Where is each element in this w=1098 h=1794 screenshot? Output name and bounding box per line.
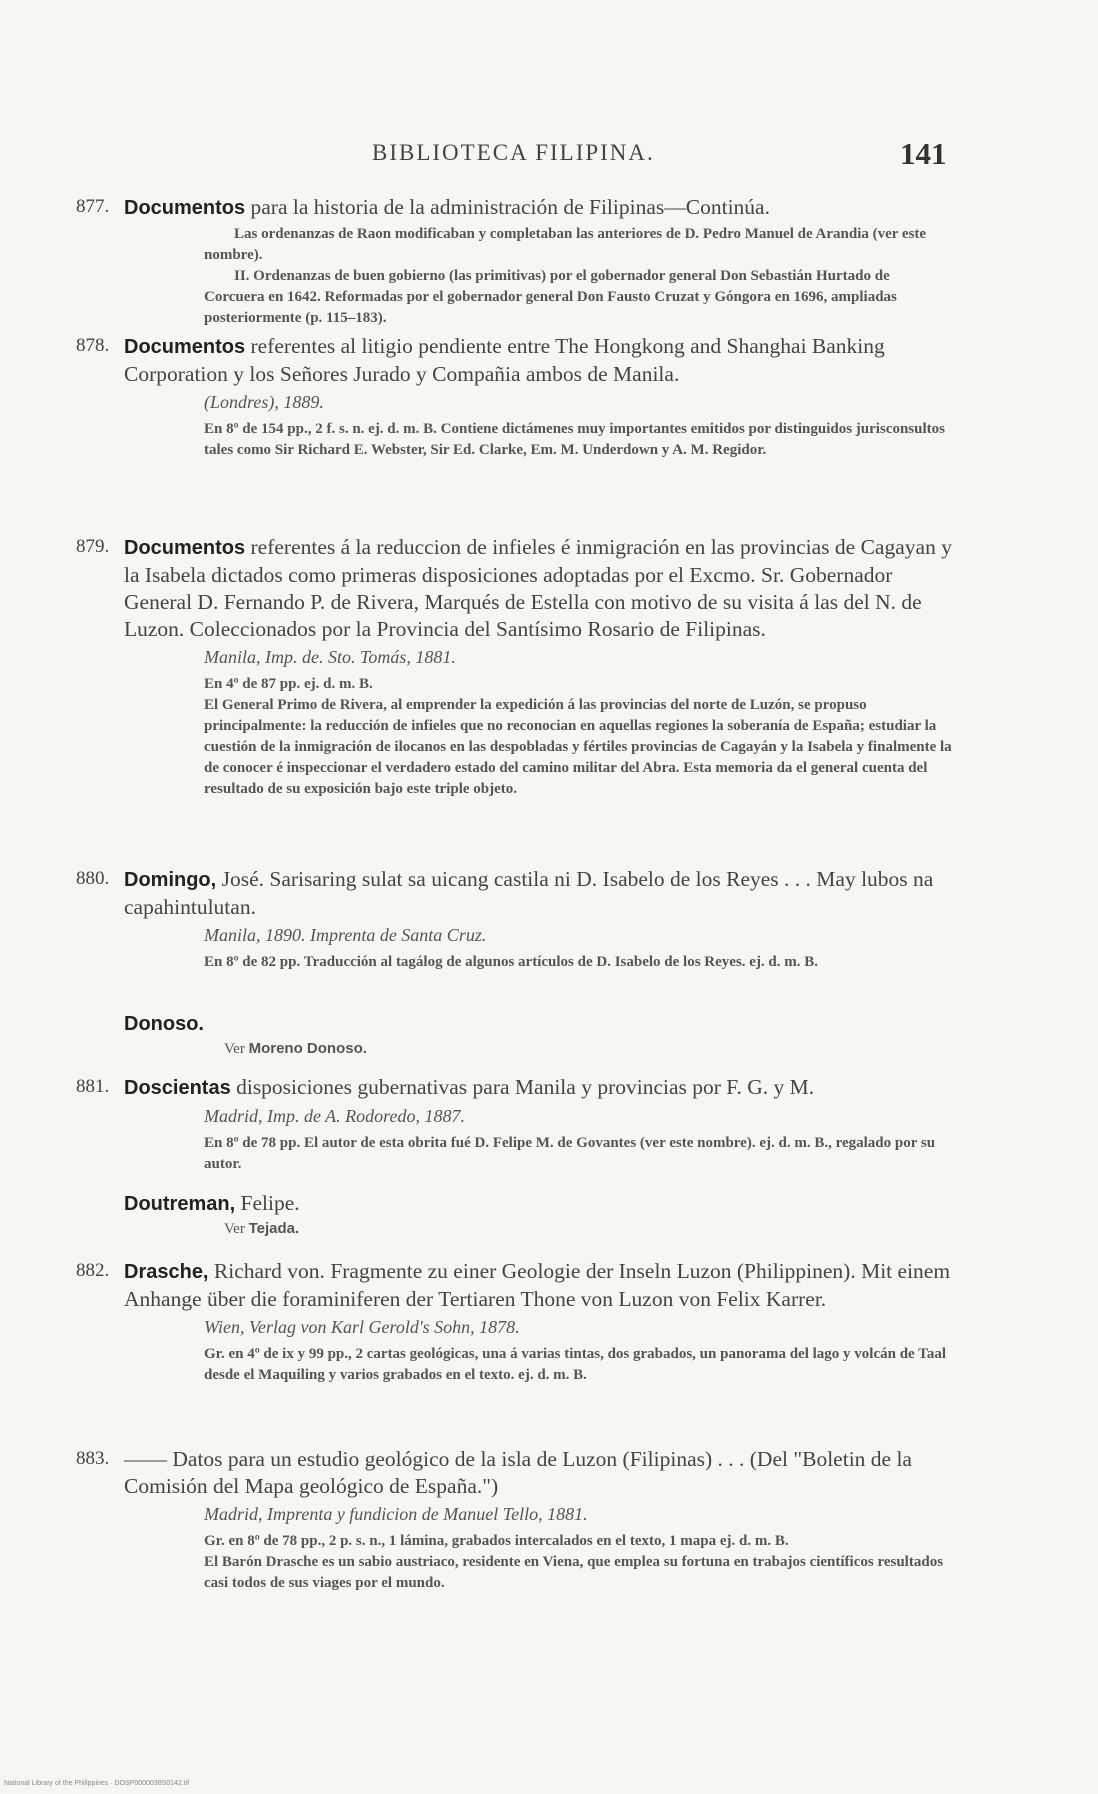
entry-title (124, 1258, 954, 1313)
entry-number: 882. (76, 1260, 110, 1281)
entry-note: El General Primo de Rivera, al emprender la expedición á las provincias del norte de Luzón, se propuso principalmente: la reducción de infieles que no reconocian en aquellas regiones la soberanía de España; estudiar la cuestión de la inmigración de ilocanos en las despobladas y fértiles provincias de Cagayán y la Isabela y finalmente la de conocer é inspeccionar el verdadero estado del camino militar del Abra. Esta memoria da el general cuenta del resultado de su exposición bajo este triple objeto. (204, 697, 952, 797)
entry-head: Doscientas (124, 1077, 231, 1099)
entry-imprint: Madrid, Imp. de A. Rodoredo, 1887. (204, 1106, 465, 1126)
entry-head: Drasche, (124, 1261, 209, 1283)
entry-first-name: Richard von. (213, 1259, 325, 1283)
entry-head: Documentos (124, 336, 246, 358)
see-label: Ver (224, 1041, 245, 1057)
entry-note: El Barón Drasche es un sabio austriaco, residente en Viena, que emplea su fortuna en trabajos científicos resultados casi todos de sus viages por el mundo. (204, 1554, 944, 1591)
entry-title (124, 1010, 954, 1038)
entry-imprint: Manila, Imp. de. Sto. Tomás, 1881. (204, 647, 456, 667)
entry-imprint: Wien, Verlag von Karl Gerold's Sohn, 1878. (204, 1317, 520, 1337)
entry-title-text: Sarisaring sulat sa uicang castila ni D. Isabelo de los Reyes . . . May lubos na capahintulutan. (124, 867, 934, 919)
entry-note: II. Ordenanzas de buen gobierno (las primitivas) por el gobernador general Don Sebastián Hurtado de Corcuera en 1642. Reformadas por el gobernador general Don Fausto Cruzat y Góngora en 1696, ampliadas posteriormente (p. 115–183). (204, 268, 897, 326)
entry-title (124, 194, 954, 222)
entry-number: 878. (76, 335, 110, 356)
entry-title-text: disposiciones gubernativas para Manila y provincias por F. G. y M. (236, 1075, 815, 1099)
entry-877 (76, 194, 954, 329)
entry-title-text: Datos para un estudio geológico de la isla de Luzon (Filipinas) . . . (Del "Boletin de la Comisión del Mapa geológico de España.") (124, 1447, 912, 1498)
entry-879 (76, 534, 954, 800)
entry-880 (76, 866, 954, 973)
page-number: 141 (900, 136, 947, 171)
cross-ref-doutreman (124, 1190, 954, 1238)
entry-number: 880. (76, 868, 110, 889)
entry-note: Las ordenanzas de Raon modificaban y completaban las anteriores de D. Pedro Manuel de Arandia (ver este nombre). (204, 226, 927, 263)
entry-head: Doutreman, (124, 1193, 236, 1215)
entry-dash: —— (124, 1447, 167, 1471)
entry-note: En 8º de 82 pp. Traducción al tagálog de algunos artículos de D. Isabelo de los Reyes. ej. d. m. B. (204, 954, 819, 970)
entry-title (124, 1446, 954, 1500)
entry-title (124, 333, 954, 388)
entry-note: En 8º de 78 pp. El autor de esta obrita fué D. Felipe M. de Govantes (ver este nombre). ej. d. m. B., regalado por su autor. (204, 1135, 936, 1172)
entry-number: 879. (76, 536, 110, 557)
entry-title-text: para la historia de la administración de Filipinas—Continúa. (250, 195, 770, 219)
entry-title-text: Fragmente zu einer Geologie der Inseln Luzon (Philippinen). Mit einem Anhange über die foraminiferen der Tertiaren Thone von Luzon von Felix Karrer. (124, 1259, 951, 1311)
running-header (0, 136, 1098, 176)
cross-ref-donoso (124, 1010, 954, 1058)
entry-title (124, 1190, 954, 1218)
entry-head: Donoso. (124, 1013, 204, 1035)
see-reference (224, 1040, 954, 1058)
entry-imprint: Madrid, Imprenta y fundicion de Manuel Tello, 1881. (204, 1504, 588, 1524)
entry-number: 877. (76, 196, 110, 217)
entry-note: En 8º de 154 pp., 2 f. s. n. ej. d. m. B. Contiene dictámenes muy importantes emitidos por distinguidos jurisconsultos tales como Sir Richard E. Webster, Sir Ed. Clarke, Em. M. Underdown y A. M. Regidor. (204, 421, 945, 458)
entry-882 (76, 1258, 954, 1386)
entry-head: Documentos (124, 197, 246, 219)
entry-note: Gr. en 4º de ix y 99 pp., 2 cartas geológicas, una á varias tintas, dos grabados, un panorama del lago y volcán de Taal desde el Maquiling y varios grabados en el texto. ej. d. m. B. (204, 1346, 946, 1383)
entry-878 (76, 333, 954, 461)
entry-imprint: (Londres), 1889. (204, 392, 324, 412)
entry-imprint: Manila, 1890. Imprenta de Santa Cruz. (204, 925, 487, 945)
entry-head: Documentos (124, 537, 246, 559)
entry-number: 881. (76, 1076, 110, 1097)
entry-title-text: referentes á la reduccion de infieles é inmigración en las provincias de Cagayan y la Isabela dictados como primeras disposiciones adoptadas por el Excmo. Sr. Gobernador General D. Fernando P. de Rivera, Marqués de Estella con motivo de su visita á las del N. de Luzon. Coleccionados por la Provincia del Santísimo Rosario de Filipinas. (124, 535, 952, 641)
entry-first-name: Felipe. (240, 1191, 300, 1215)
see-reference (224, 1220, 954, 1238)
entry-883 (76, 1446, 954, 1594)
see-target: Moreno Donoso. (248, 1040, 367, 1057)
entry-number: 883. (76, 1448, 110, 1469)
entry-title (124, 1074, 954, 1102)
entry-title (124, 534, 954, 643)
scan-credit: National Library of the Philippines · DOSP0000038S0142.tif (4, 1780, 190, 1787)
entry-note: En 4º de 87 pp. ej. d. m. B. (204, 676, 373, 692)
entry-title (124, 866, 954, 921)
entry-title-text: referentes al litigio pendiente entre The Hongkong and Shanghai Banking Corporation y los Señores Jurado y Compañia ambos de Manila. (124, 334, 885, 386)
entry-head: Domingo, (124, 869, 217, 891)
see-target: Tejada. (248, 1220, 300, 1237)
running-title: BIBLIOTECA FILIPINA. (372, 140, 655, 165)
see-label: Ver (224, 1221, 245, 1237)
entry-first-name: José. (221, 867, 264, 891)
entry-note: Gr. en 8º de 78 pp., 2 p. s. n., 1 lámina, grabados intercalados en el texto, 1 mapa ej. d. m. B. (204, 1533, 789, 1549)
entry-881 (76, 1074, 954, 1175)
